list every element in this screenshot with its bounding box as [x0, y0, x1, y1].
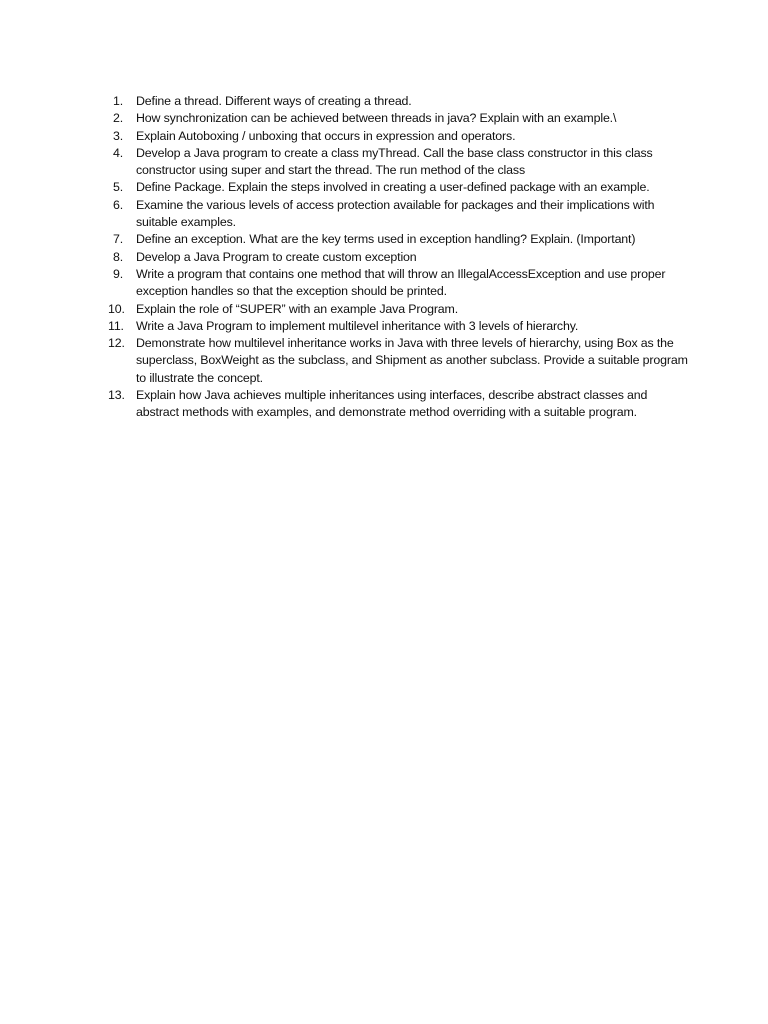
question-text: Define a thread. Different ways of creating a thread.	[136, 94, 412, 108]
question-text: Develop a Java program to create a class myThread. Call the base class constructor in this class constructor using super and start the thread. The run method of the class	[136, 145, 653, 178]
question-text: Explain the role of “SUPER” with an example Java Program.	[136, 301, 459, 316]
question-text: Examine the various levels of access protection available for packages and their implications with suitable examples.	[136, 197, 655, 230]
question-text: Explain Autoboxing / unboxing that occurs in expression and operators.	[136, 128, 516, 143]
question-text: Define Package. Explain the steps involved in creating a user-defined package with an example.	[136, 180, 650, 195]
question-item	[108, 93, 688, 110]
question-number: 8.	[113, 249, 124, 264]
question-number: 2.	[113, 111, 124, 126]
question-text: Write a Java Program to implement multilevel inheritance with 3 levels of hierarchy.	[136, 318, 579, 333]
question-number: 3.	[113, 128, 124, 143]
question-number: 4.	[113, 145, 124, 160]
question-item	[108, 318, 688, 335]
question-number: 9.	[113, 266, 124, 281]
question-text: Develop a Java Program to create custom exception	[136, 249, 417, 264]
question-text: Define an exception. What are the key terms used in exception handling? Explain. (Important)	[136, 232, 636, 247]
question-number: 13.	[108, 388, 125, 403]
question-number: 1.	[113, 94, 124, 108]
question-text: Demonstrate how multilevel inheritance works in Java with three levels of hierarchy, using Box as the superclass, BoxWeight as the subclass, and Shipment as another subclass. Provide a suitable program to illustrate the concept.	[136, 336, 688, 385]
question-item	[108, 387, 688, 422]
question-text: Write a program that contains one method that will throw an IllegalAccessException and use proper exception handles so that the exception should be printed.	[136, 266, 666, 299]
question-item	[108, 231, 688, 248]
question-item	[108, 335, 688, 387]
question-text: Explain how Java achieves multiple inheritances using interfaces, describe abstract classes and abstract methods with examples, and demonstrate method overriding with a suitable program.	[136, 388, 648, 420]
question-item	[108, 249, 688, 266]
question-number: 10.	[108, 301, 125, 316]
question-number: 5.	[113, 180, 124, 195]
question-item	[108, 179, 688, 196]
question-number: 12.	[108, 336, 125, 351]
question-item	[108, 266, 688, 301]
question-item	[108, 145, 688, 180]
question-item	[108, 301, 688, 318]
question-item	[108, 128, 688, 145]
question-number: 6.	[113, 197, 124, 212]
question-text: How synchronization can be achieved between threads in java? Explain with an example.\	[136, 111, 617, 126]
question-list	[108, 93, 688, 422]
question-item	[108, 110, 688, 127]
question-number: 11.	[108, 318, 124, 333]
question-item	[108, 197, 688, 232]
question-number: 7.	[113, 232, 124, 247]
